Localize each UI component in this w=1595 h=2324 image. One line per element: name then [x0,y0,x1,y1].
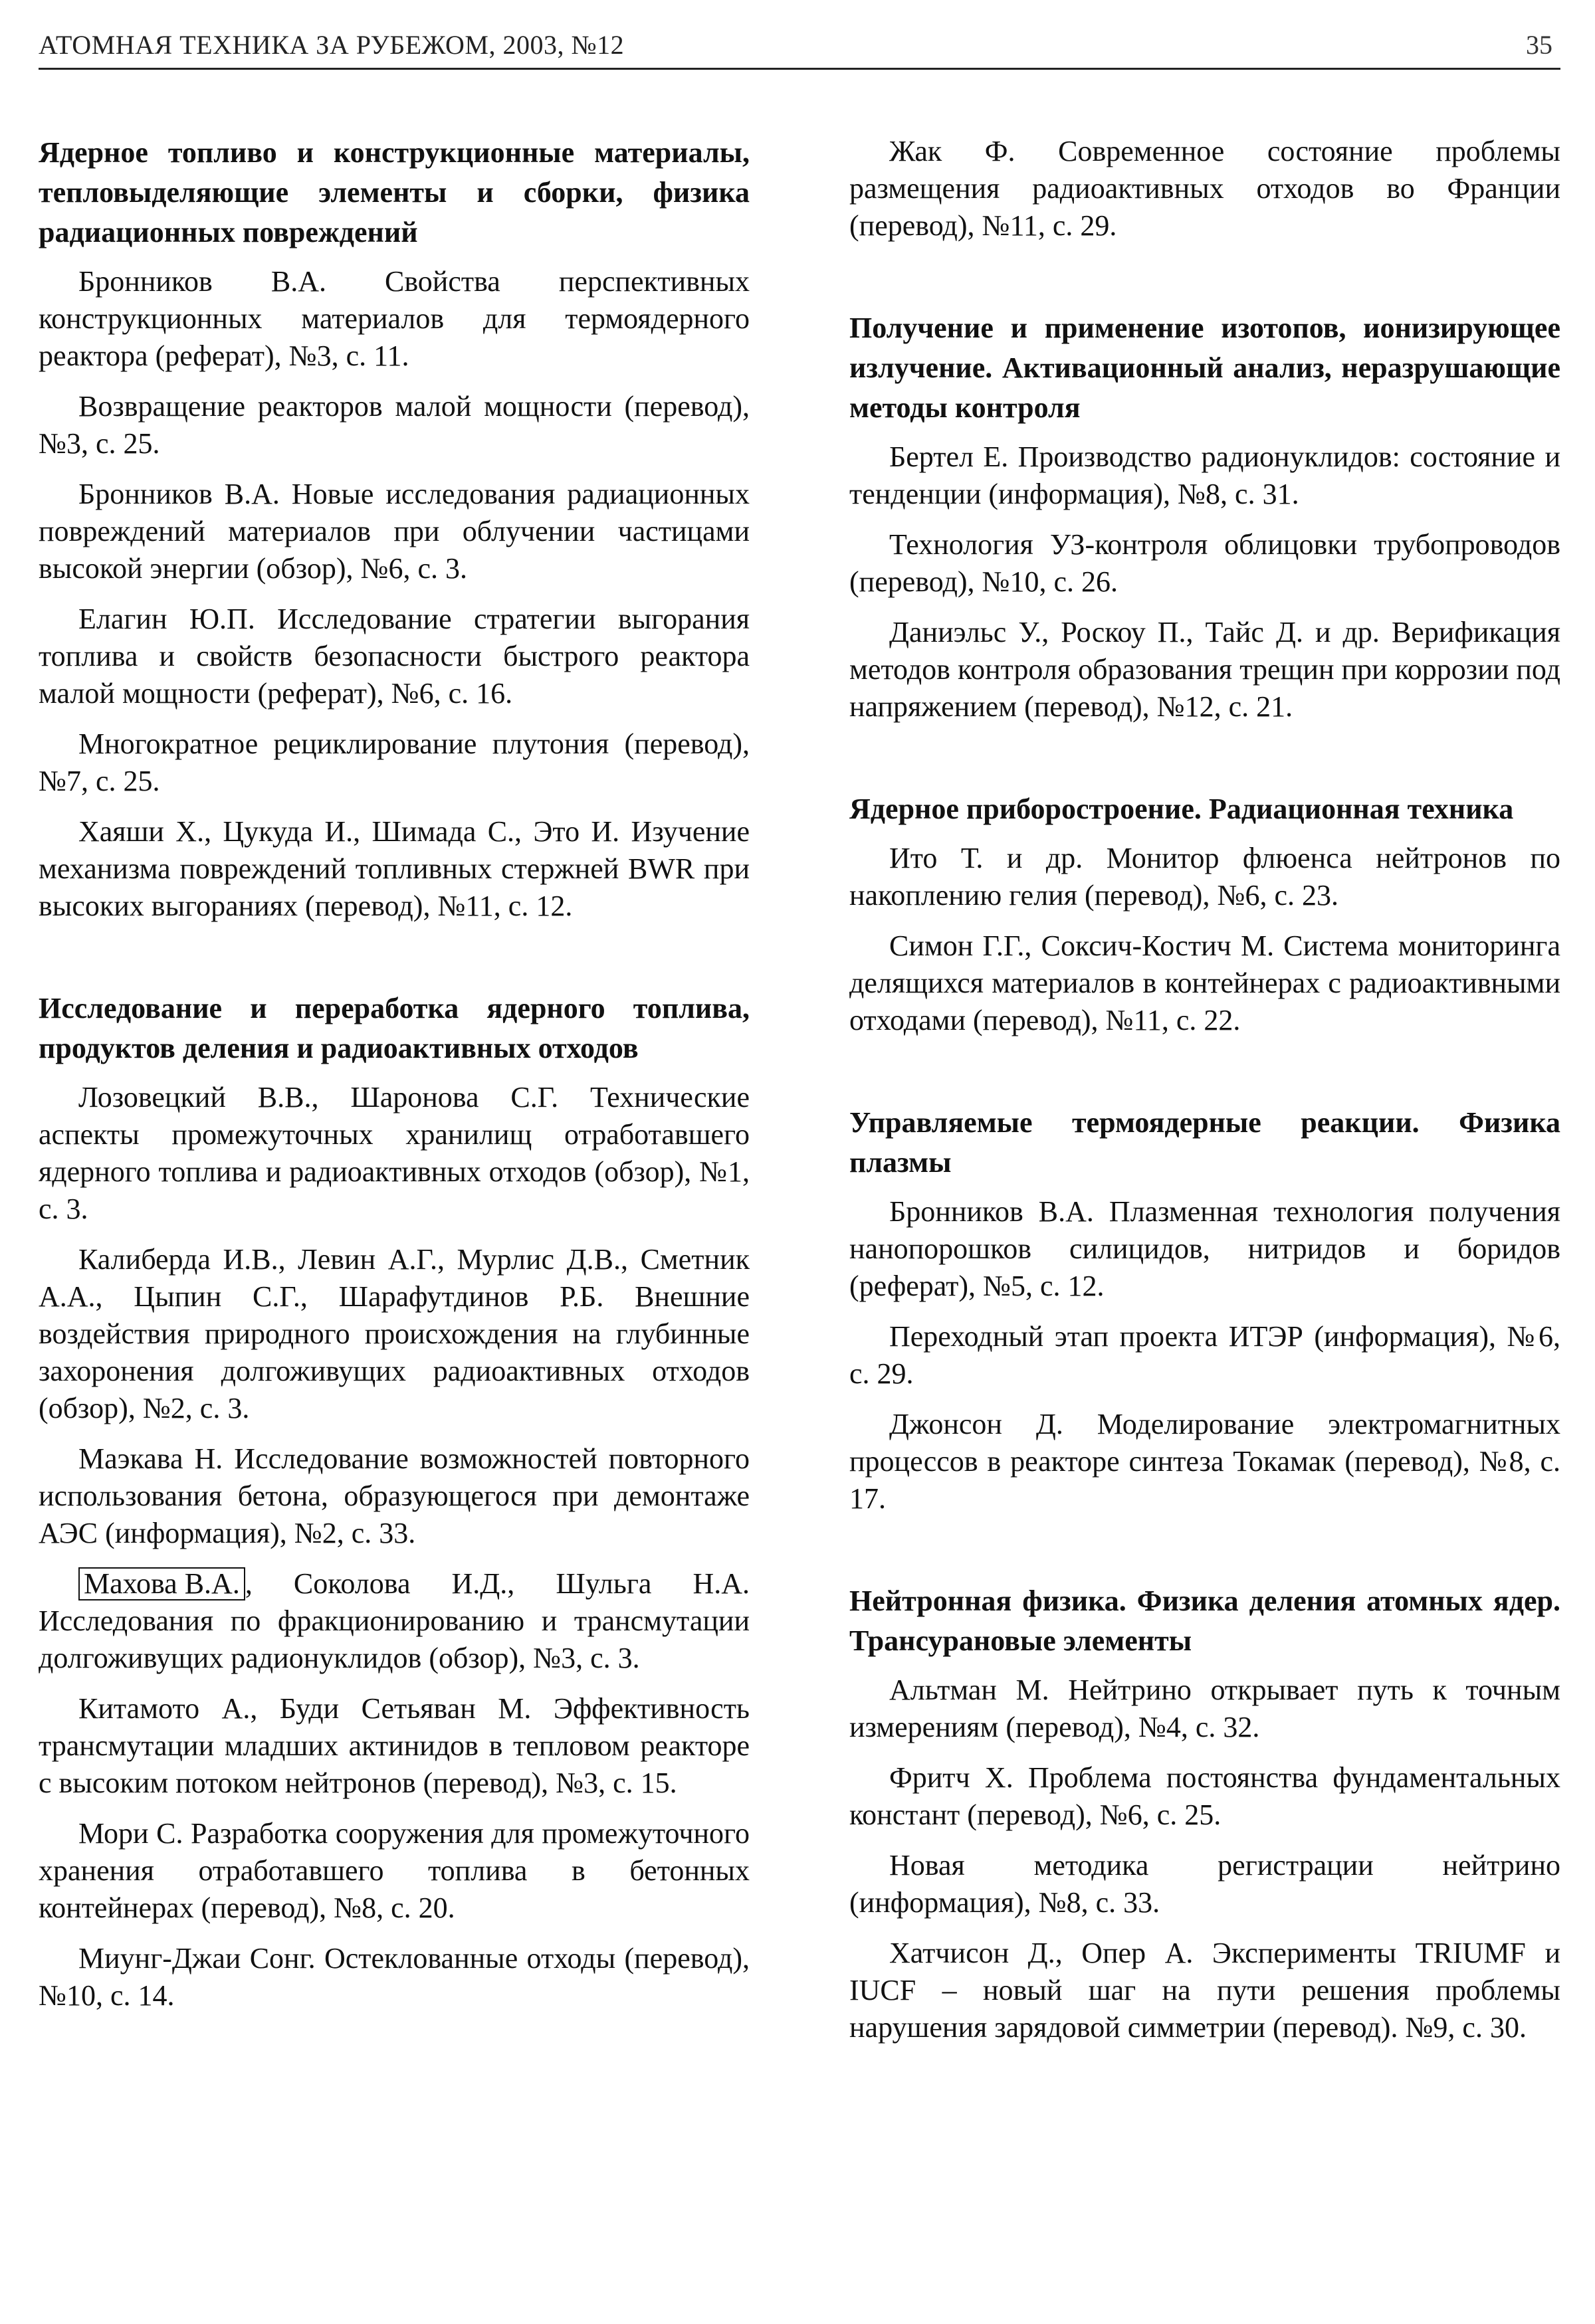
section-isotopes [849,308,1560,726]
bib-entry: Хатчисон Д., Опер А. Эксперименты TRIUMF и IUCF – новый шаг на пути решения проблемы нарушения зарядовой симметрии (перевод). №9, с. 30. [849,1937,1560,2044]
left-column [39,133,750,2078]
bib-entry: Миунг-Джаи Сонг. Остеклованные отходы (перевод), №10, с. 14. [39,1942,750,2012]
section-heading: Ядерное приборостроение. Радиационная техника [849,793,1514,825]
section-heading: Ядерное топливо и конструкционные материалы, тепловыделяющие элементы и сборки, физика радиационных повреждений [39,136,750,248]
bib-entry: Альтман М. Нейтрино открывает путь к точным измерениям (перевод), №4, с. 32. [849,1674,1560,1743]
section-instrumentation [849,789,1560,1039]
bib-entry: Джонсон Д. Моделирование электромагнитных процессов в реакторе синтеза Токамак (перевод), №8, с. 17. [849,1408,1560,1515]
section-heading: Управляемые термоядерные реакции. Физика плазмы [849,1106,1560,1179]
bib-entry: Бронников В.А. Свойства перспективных конструкционных материалов для термоядерного реактора (реферат), №3, с. 11. [39,265,750,372]
bib-entry: Ито Т. и др. Монитор флюенса нейтронов по накоплению гелия (перевод), №6, с. 23. [849,842,1560,912]
section-continued [849,133,1560,244]
section-heading: Исследование и переработка ядерного топлива, продуктов деления и радиоактивных отходов [39,992,750,1064]
section-fusion [849,1103,1560,1517]
bib-entry: Возвращение реакторов малой мощности (перевод), №3, с. 25. [39,390,750,460]
journal-title: АТОМНАЯ ТЕХНИКА ЗА РУБЕЖОМ, 2003, №12 [39,30,625,60]
bib-entry: Технология УЗ-контроля облицовки трубопроводов (перевод), №10, с. 26. [849,528,1560,598]
bib-entry: Мори С. Разработка сооружения для промежуточного хранения отработавшего топлива в бетонных контейнерах (перевод), №8, с. 20. [39,1817,750,1924]
bib-entry: Фритч Х. Проблема постоянства фундаментальных констант (перевод), №6, с. 25. [849,1761,1560,1831]
section-fuel-reprocessing [39,989,750,2014]
page-number: 35 [1526,30,1552,60]
bib-entry: Жак Ф. Современное состояние проблемы размещения радиоактивных отходов во Франции (перевод), №11, с. 29. [849,135,1560,242]
bib-entry: Переходный этап проекта ИТЭР (информация), №6, с. 29. [849,1320,1560,1390]
bib-entry: Новая методика регистрации нейтрино (информация), №8, с. 33. [849,1849,1560,1919]
bib-entry: Симон Г.Г., Соксич-Костич М. Система мониторинга делящихся материалов в контейнерах с радиоактивными отходами (перевод), №11, с. 22. [849,929,1560,1036]
bib-entry: Бертел Е. Производство радионуклидов: состояние и тенденции (информация), №8, с. 31. [849,440,1560,510]
boxed-author-name: Махова В.А. [78,1567,245,1600]
bib-entry-rest: , Соколова И.Д., Шульга Н.А. Исследования по фракционированию и трансмутации долгоживущих радионуклидов (обзор), №3, с. 3. [39,1567,750,1674]
bib-entry: Бронников В.А. Новые исследования радиационных повреждений материалов при облучении частицами высокой энергии (обзор), №6, с. 3. [39,478,750,585]
section-nuclear-fuel [39,133,750,925]
bib-entry: Бронников В.А. Плазменная технология получения нанопорошков силицидов, нитридов и боридов (реферат), №5, с. 12. [849,1195,1560,1302]
section-heading: Нейтронная физика. Физика деления атомных ядер. Трансурановые элементы [849,1585,1560,1657]
section-neutron-physics [849,1581,1560,2046]
bib-entry: Маэкава Н. Исследование возможностей повторного использования бетона, образующегося при демонтаже АЭС (информация), №2, с. 33. [39,1442,750,1549]
page-header [39,25,1560,70]
bib-entry: Китамото А., Буди Сетьяван М. Эффективность трансмутации младших актинидов в тепловом реакторе с высоким потоком нейтронов (перевод), №3, с. 15. [39,1692,750,1799]
bib-entry: Лозовецкий В.В., Шаронова С.Г. Технические аспекты промежуточных хранилищ отработавшего ядерного топлива и радиоактивных отходов (обзор), №1, с. 3. [39,1081,750,1225]
bib-entry: Многократное рециклирование плутония (перевод), №7, с. 25. [39,727,750,797]
bib-entry-boxed-author [39,1565,750,1677]
right-column [849,133,1560,2110]
bib-entry: Елагин Ю.П. Исследование стратегии выгорания топлива и свойств безопасности быстрого реактора малой мощности (реферат), №6, с. 16. [39,603,750,710]
bib-entry: Даниэльс У., Роскоу П., Тайс Д. и др. Верификация методов контроля образования трещин при коррозии под напряжением (перевод), №12, с. 21. [849,616,1560,723]
bib-entry: Хаяши Х., Цукуда И., Шимада С., Это И. Изучение механизма повреждений топливных стержней BWR при высоких выгораниях (перевод), №11, с. 12. [39,815,750,922]
section-heading: Получение и применение изотопов, ионизирующее излучение. Активационный анализ, неразрушающие методы контроля [849,312,1560,424]
bib-entry: Калиберда И.В., Левин А.Г., Мурлис Д.В., Сметник А.А., Цыпин С.Г., Шарафутдинов Р.Б. Внешние воздействия природного происхождения на глубинные захоронения долгоживущих радиоактивных отходов (обзор), №2, с. 3. [39,1243,750,1424]
